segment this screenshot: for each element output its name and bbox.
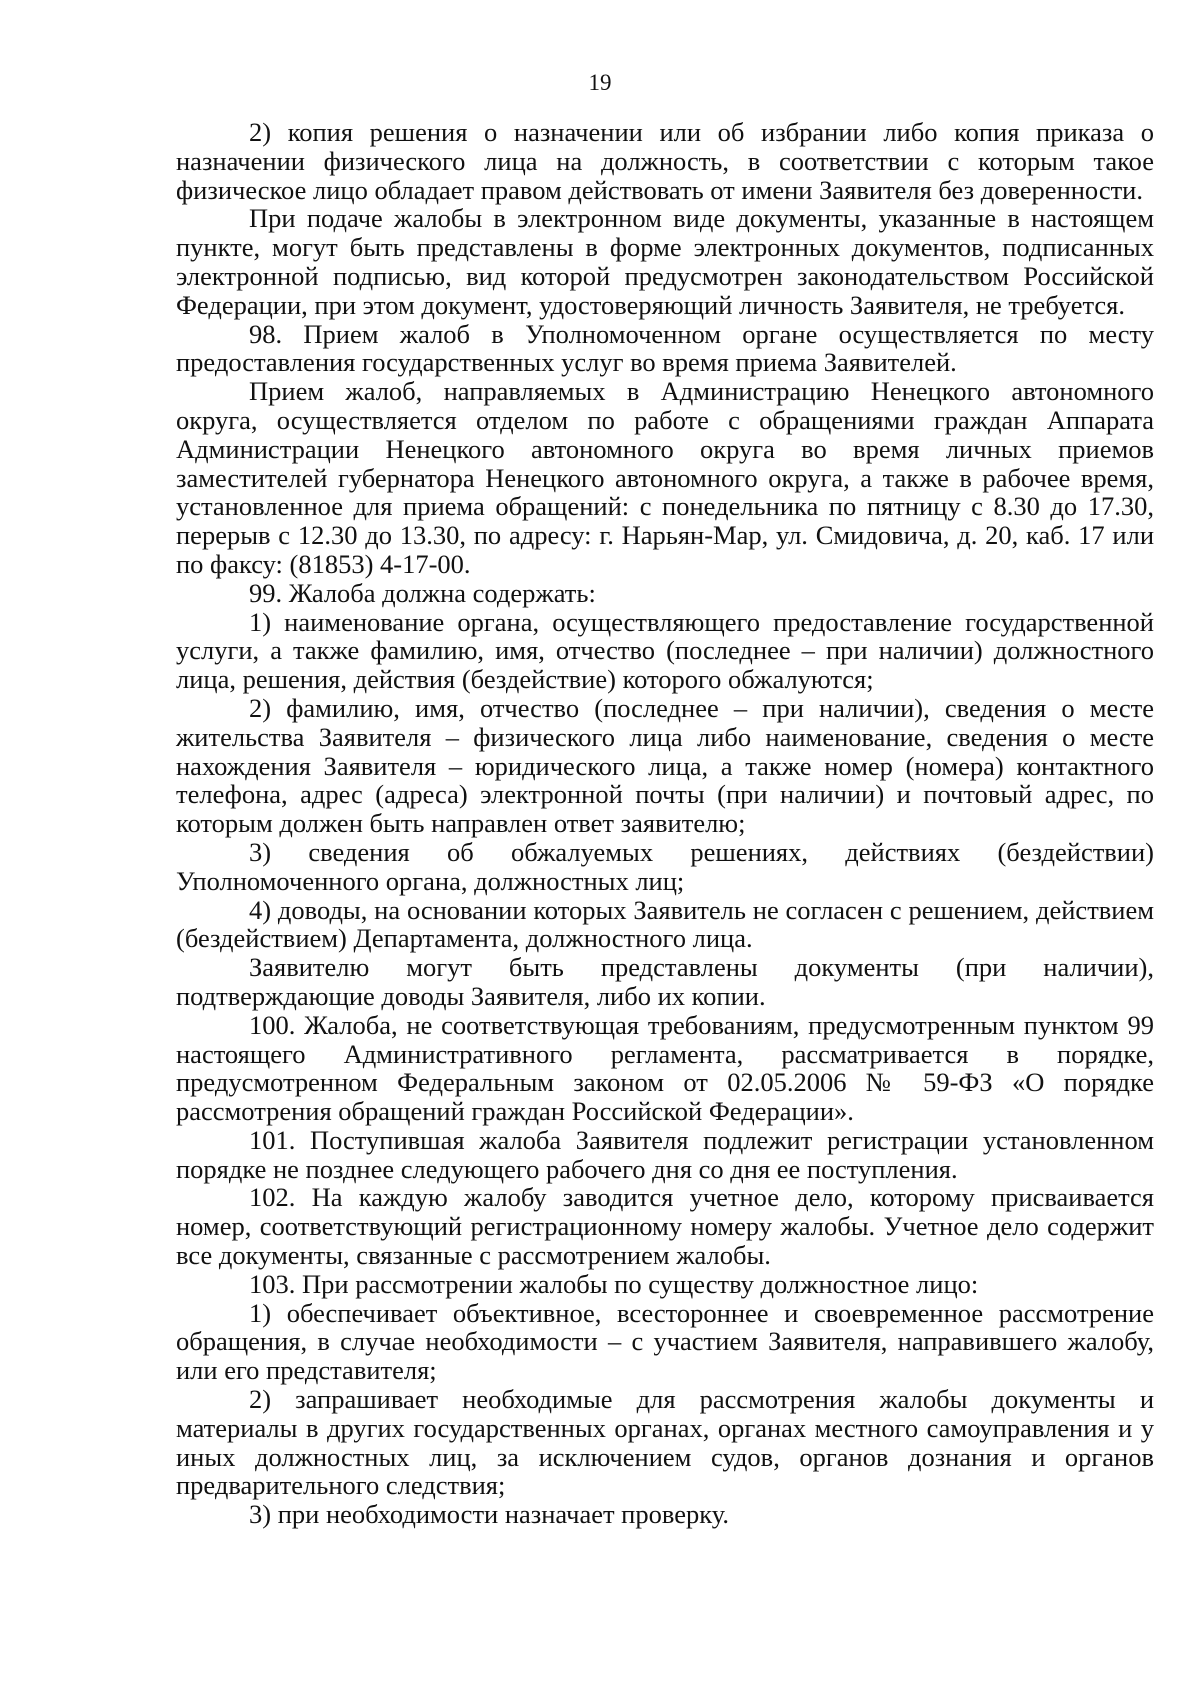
paragraph-103-3-inspection: 3) при необходимости назначает проверку. (249, 1499, 729, 1530)
paragraph-99-2-applicant-details: 2) фамилию, имя, отчество (последнее – при наличии), сведения о месте жительства Заявителя – физического лица либо наименование, сведения о месте нахождения Заявителя – юридического лица, а также номер (номера) контактного телефона, адрес (адреса) электронной почты (при наличии) и почтовый адрес, по которым должен быть направлен ответ заявителю; (176, 692, 1154, 839)
paragraph-99-1-authority-name: 1) наименование органа, осуществляющего предоставление государственной услуги, а также фамилию, имя, отчество (последнее – при наличии) должностного лица, решения, действия (бездействие) которого обжалуются; (176, 606, 1154, 695)
paragraph-supporting-documents: Заявителю могут быть представлены документы (при наличии), подтверждающие доводы Заявителя, либо их копии. (176, 952, 1154, 1011)
paragraph-103-2-request-documents: 2) запрашивает необходимые для рассмотрения жалобы документы и материалы в других государственных органах, органах местного самоуправления и у иных должностных лиц, за исключением судов, органов дознания и органов предварительного следствия; (176, 1384, 1154, 1501)
paragraph-101-registration: 101. Поступившая жалоба Заявителя подлежит регистрации установленном порядке не позднее следующего рабочего дня со дня ее поступления. (176, 1124, 1154, 1184)
paragraph-97-2-copy-of-decision: 2) копия решения о назначении или об избрании либо копия приказа о назначении физического лица на должность, в соответствии с которым такое физическое лицо обладает правом действовать от имени Заявителя без доверенности. (176, 117, 1154, 205)
paragraph-98-complaint-reception: 98. Прием жалоб в Уполномоченном органе осуществляется по месту предоставления государственных услуг во время приема Заявителей. (176, 318, 1154, 378)
paragraph-103-official-duties: 103. При рассмотрении жалобы по существу должностное лицо: (249, 1268, 979, 1299)
paragraph-99-4-arguments: 4) доводы, на основании которых Заявитель не согласен с решением, действием (бездействием) Департамента, должностного лица. (176, 894, 1154, 954)
paragraph-99-3-appealed-decisions: 3) сведения об обжалуемых решениях, действиях (бездействии) Уполномоченного органа, должностных лиц; (176, 836, 1154, 896)
paragraph-102-case-file: 102. На каждую жалобу заводится учетное дело, которому присваивается номер, соответствующий регистрационному номеру жалобы. Учетное дело содержит все документы, связанные с рассмотрением жалобы. (176, 1182, 1154, 1271)
paragraph-electronic-documents: При подаче жалобы в электронном виде документы, указанные в настоящем пункте, могут быть представлены в форме электронных документов, подписанных электронной подписью, вид которой предусмотрен законодательством Российской Федерации, при этом документ, удостоверяющий личность Заявителя, не требуется. (176, 203, 1154, 320)
paragraph-100-non-compliant-complaint: 100. Жалоба, не соответствующая требованиям, предусмотренным пунктом 99 настоящего Административного регламента, рассматривается в порядке, предусмотренном Федеральным законом от 02.05.2006 № 59-ФЗ «О порядке рассмотрения обращений граждан Российской Федерации». (176, 1009, 1154, 1127)
paragraph-99-complaint-content: 99. Жалоба должна содержать: (249, 577, 596, 608)
document-body (176, 118, 1154, 1529)
paragraph-administration-reception: Прием жалоб, направляемых в Администрацию Ненецкого автономного округа, осуществляется отделом по работе с обращениями граждан Аппарата Администрации Ненецкого автономного округа во время личных приемов заместителей губернатора Ненецкого автономного округа, а также в рабочее время, установленное для приема обращений: с понедельника по пятницу с 8.30 до 17.30, перерыв с 12.30 до 13.30, по адресу: г. Нарьян-Мар, ул. Смидовича, д. 20, каб. 17 или по факсу: (81853) 4-17-00. (176, 376, 1154, 579)
page-number: 19 (588, 70, 612, 95)
paragraph-103-1-objective-review: 1) обеспечивает объективное, всестороннее и своевременное рассмотрение обращения, в случае необходимости – с участием Заявителя, направившего жалобу, или его представителя; (176, 1297, 1154, 1386)
